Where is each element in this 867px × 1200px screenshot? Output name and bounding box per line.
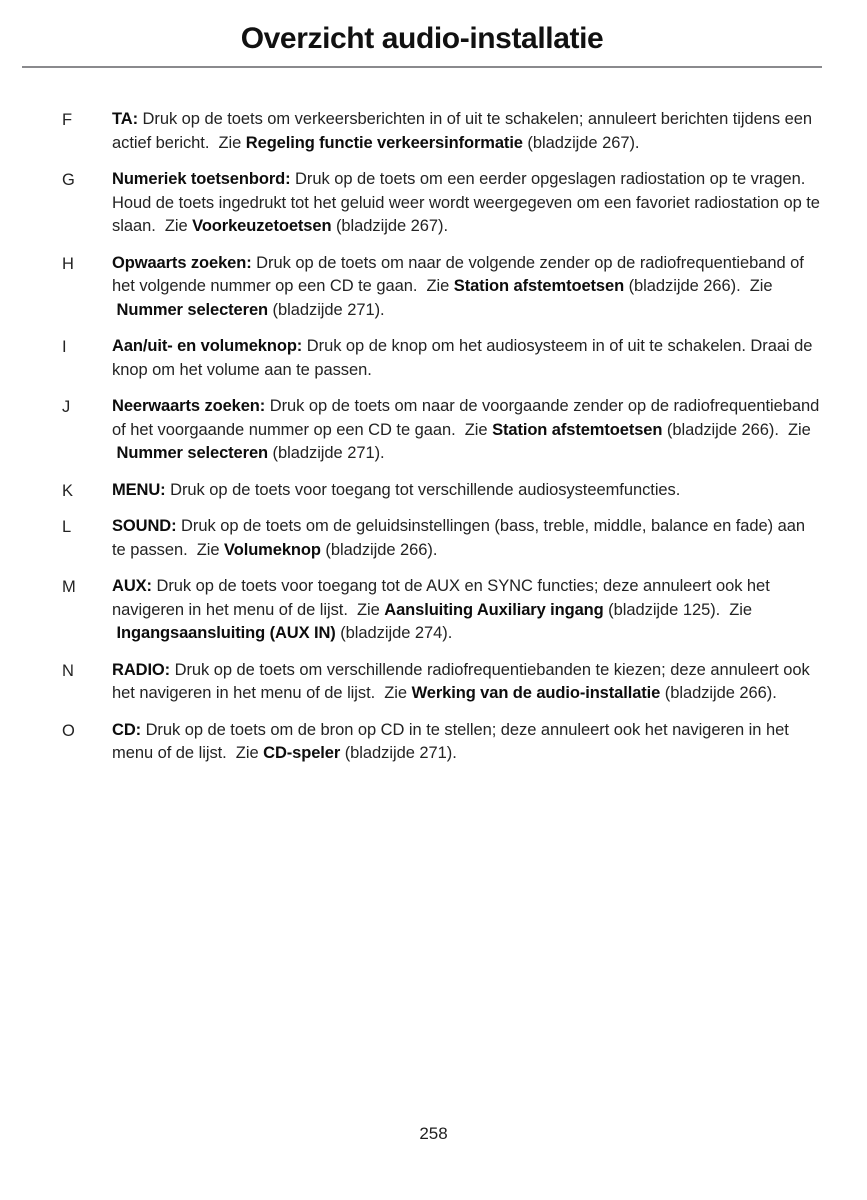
- see-label: Zie: [426, 277, 450, 295]
- page-reference: (bladzijde 274).: [335, 624, 453, 642]
- reference-spacer: [348, 601, 357, 619]
- reference-spacer: [156, 217, 165, 235]
- entry-letter: G: [62, 171, 75, 189]
- title-divider: [22, 66, 822, 68]
- entry-term: Neerwaarts zoeken:: [112, 397, 266, 415]
- entry-term: MENU:: [112, 480, 166, 499]
- entry-letter: K: [62, 481, 74, 500]
- reference-spacer: [741, 277, 750, 295]
- entry-body-text: Druk op de toets om een eerder opgeslagen radiostation op te vragen. Houd de toets ingedrukt tot het geluid weer wordt weergegeven om een favoriet radiostation op te slaan.: [112, 170, 820, 235]
- entry-description: [112, 395, 822, 466]
- entry-letter: J: [62, 398, 71, 416]
- page-reference: (bladzijde 271).: [268, 300, 385, 319]
- see-label: Zie: [235, 744, 259, 762]
- reference-spacer: [375, 684, 384, 702]
- see-label: Zie: [384, 684, 408, 702]
- entry-body-text: Druk op de toets voor toegang tot verschillende audiosysteemfuncties.: [165, 480, 681, 499]
- entry-description: [112, 575, 822, 646]
- page-reference: (bladzijde 266).: [624, 277, 741, 295]
- entry-letter: O: [62, 721, 75, 740]
- cross-reference-link[interactable]: Station afstemtoetsen: [453, 277, 625, 295]
- page-reference: (bladzijde 267).: [522, 133, 640, 152]
- list-item: [22, 168, 822, 239]
- cross-reference-link[interactable]: Nummer selecteren: [116, 300, 269, 319]
- control-description-list: [22, 108, 822, 779]
- reference-spacer: [720, 601, 729, 619]
- see-label: Zie: [218, 133, 242, 152]
- see-label: Zie: [787, 420, 811, 439]
- reference-spacer: [227, 744, 236, 762]
- entry-body-text: Druk op de toets om verschillende radiofrequentiebanden te kiezen; deze annuleert ook het navigeren in het menu of de lijst.: [112, 660, 810, 702]
- list-item: [22, 659, 822, 706]
- list-item: [22, 515, 822, 562]
- entry-term: RADIO:: [112, 660, 171, 679]
- reference-spacer: [188, 541, 197, 559]
- entry-description: [112, 719, 822, 766]
- entry-description: [112, 108, 822, 155]
- entry-body-text: Druk op de toets om verkeersberichten in of uit te schakelen; annuleert berichten tijdens een actief bericht.: [112, 110, 812, 152]
- cross-reference-link[interactable]: Voorkeuzetoetsen: [192, 217, 332, 235]
- entry-body-text: Druk op de toets om naar de voorgaande zender op de radiofrequentieband of het voorgaande nummer op een CD te gaan.: [112, 397, 820, 439]
- entry-letter: H: [62, 254, 74, 273]
- entry-body-text: Druk op de knop om het audiosysteem in of uit te schakelen. Draai de knop om het volume aan te passen.: [112, 337, 813, 379]
- cross-reference-link[interactable]: Station afstemtoetsen: [492, 420, 663, 439]
- page-reference: (bladzijde 271).: [340, 744, 457, 762]
- page-reference: (bladzijde 271).: [268, 444, 385, 462]
- cross-reference-link[interactable]: Volumeknop: [224, 540, 321, 559]
- entry-term: CD:: [112, 720, 142, 739]
- page-reference: (bladzijde 266).: [320, 540, 438, 559]
- entry-letter: N: [62, 661, 74, 680]
- entry-body-text: Druk op de toets om naar de volgende zender op de radiofrequentieband of het volgende nummer op een CD te gaan.: [112, 253, 804, 295]
- list-item: [22, 479, 822, 503]
- list-item: [22, 335, 822, 382]
- entry-term: SOUND:: [112, 517, 177, 535]
- entry-body-text: Druk op de toets voor toegang tot de AUX en SYNC functies; deze annuleert ook het navigeren in het menu of de lijst.: [112, 577, 770, 619]
- cross-reference-link[interactable]: Regeling functie verkeersinformatie: [245, 133, 523, 152]
- reference-spacer: [456, 421, 465, 439]
- cross-reference-link[interactable]: CD-speler: [263, 744, 341, 762]
- cross-reference-link[interactable]: Ingangsaansluiting (AUX IN): [116, 624, 336, 642]
- list-item: [22, 108, 822, 155]
- entry-term: Numeriek toetsenbord:: [112, 170, 291, 188]
- cross-reference-link[interactable]: Nummer selecteren: [116, 444, 269, 462]
- list-item: [22, 575, 822, 646]
- see-label: Zie: [356, 600, 380, 619]
- see-label: Zie: [164, 217, 188, 235]
- entry-description: [112, 335, 822, 382]
- see-label: Zie: [749, 277, 773, 295]
- page-number: 258: [419, 1124, 448, 1143]
- entry-description: [112, 479, 822, 503]
- entry-letter: I: [62, 338, 67, 356]
- entry-description: [112, 659, 822, 706]
- entry-term: TA:: [112, 110, 138, 128]
- entry-letter: M: [62, 578, 76, 596]
- see-label: Zie: [196, 540, 220, 559]
- list-item: [22, 252, 822, 323]
- page-reference: (bladzijde 125).: [603, 600, 721, 619]
- entry-term: Aan/uit- en volumeknop:: [112, 337, 303, 355]
- page-reference: (bladzijde 266).: [662, 420, 779, 439]
- entry-body-text: Druk op de toets om de geluidsinstellingen (bass, treble, middle, balance en fade) aan te passen.: [112, 517, 806, 559]
- entry-description: [112, 252, 822, 323]
- entry-description: [112, 515, 822, 562]
- page-title: Overzicht audio-installatie: [240, 22, 604, 55]
- entry-letter: L: [62, 518, 72, 536]
- see-label: Zie: [464, 420, 488, 439]
- list-item: [22, 395, 822, 466]
- entry-term: Opwaarts zoeken:: [112, 253, 252, 272]
- reference-spacer: [779, 421, 788, 439]
- page-reference: (bladzijde 267).: [331, 217, 448, 235]
- list-item: [22, 719, 822, 766]
- cross-reference-link[interactable]: Aansluiting Auxiliary ingang: [384, 600, 604, 619]
- entry-letter: F: [62, 111, 73, 129]
- entry-body-text: Druk op de toets om de bron op CD in te stellen; deze annuleert ook het navigeren in het menu of de lijst.: [112, 720, 789, 762]
- see-label: Zie: [729, 600, 753, 619]
- entry-term: AUX:: [112, 577, 152, 595]
- page-reference: (bladzijde 266).: [660, 684, 777, 702]
- cross-reference-link[interactable]: Werking van de audio-installatie: [411, 684, 661, 702]
- entry-description: [112, 168, 822, 239]
